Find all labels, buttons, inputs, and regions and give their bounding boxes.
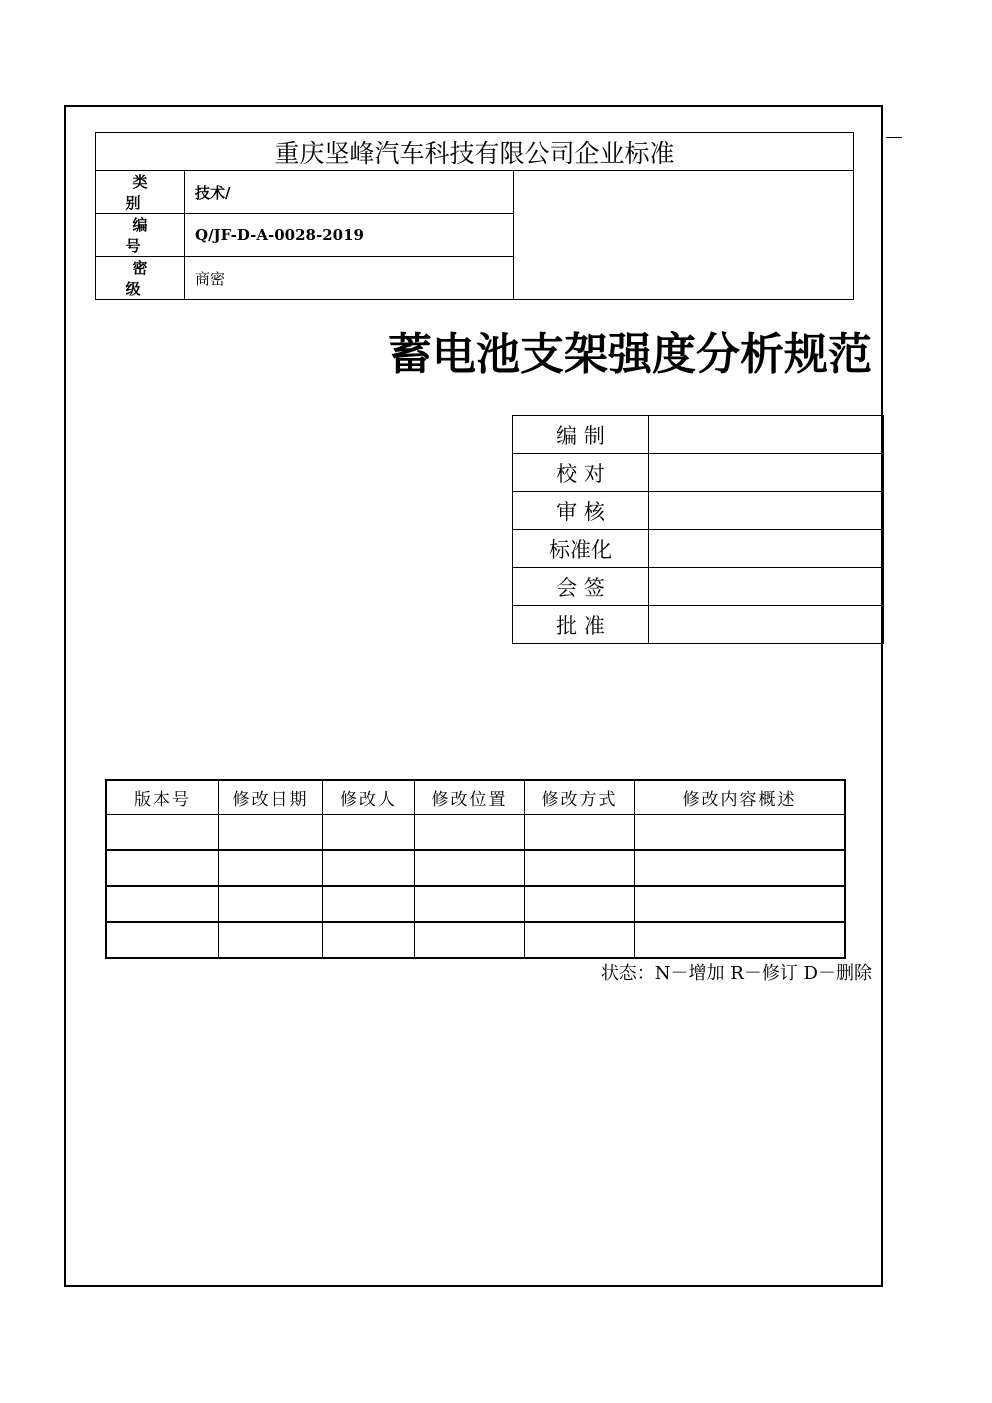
signoff-value: [649, 454, 884, 492]
status-legend: 状态：N－增加 R－修订 D－删除: [600, 963, 872, 984]
signoff-row: [513, 606, 884, 644]
revision-col-version: 版本号: [106, 780, 219, 815]
signoff-label: 审 核: [513, 492, 649, 530]
signoff-value: [649, 416, 884, 454]
table-row: [106, 886, 845, 922]
edge-tick-mark: [886, 137, 902, 138]
signoff-value: [649, 530, 884, 568]
revision-col-summary: 修改内容概述: [635, 780, 846, 815]
revision-header-row: [106, 780, 845, 815]
signoff-label: 标准化: [513, 530, 649, 568]
revision-body: [106, 815, 845, 959]
table-row: [106, 815, 845, 851]
signoff-row: [513, 568, 884, 606]
table-row: [106, 850, 845, 886]
signoff-label: 会 签: [513, 568, 649, 606]
revision-col-location: 修改位置: [415, 780, 525, 815]
document-title: 蓄电池支架强度分析规范: [388, 329, 872, 380]
meta-label: 密 级: [96, 257, 185, 300]
signoff-value: [649, 606, 884, 644]
signoff-value: [649, 492, 884, 530]
signoff-row: [513, 416, 884, 454]
meta-label: 类 别: [96, 171, 185, 214]
signoff-label: 编 制: [513, 416, 649, 454]
signoff-row: [513, 530, 884, 568]
company-standard-title: 重庆坚峰汽车科技有限公司企业标准: [95, 132, 854, 171]
logo-area: [514, 171, 854, 300]
revision-history-table: [105, 779, 846, 959]
signoff-label: 校 对: [513, 454, 649, 492]
signoff-label: 批 准: [513, 606, 649, 644]
meta-value: 技术/: [185, 171, 514, 214]
revision-col-date: 修改日期: [219, 780, 323, 815]
signoff-value: [649, 568, 884, 606]
meta-label: 编 号: [96, 214, 185, 257]
meta-value: Q/JF-D-A-0028-2019: [185, 214, 514, 257]
document-meta-table: [95, 170, 854, 300]
revision-col-method: 修改方式: [525, 780, 635, 815]
signoff-row: [513, 492, 884, 530]
meta-value: 商密: [185, 257, 514, 300]
signoff-row: [513, 454, 884, 492]
revision-col-editor: 修改人: [323, 780, 415, 815]
meta-row-category: [96, 171, 854, 214]
table-row: [106, 922, 845, 958]
signoff-table: [512, 415, 884, 644]
